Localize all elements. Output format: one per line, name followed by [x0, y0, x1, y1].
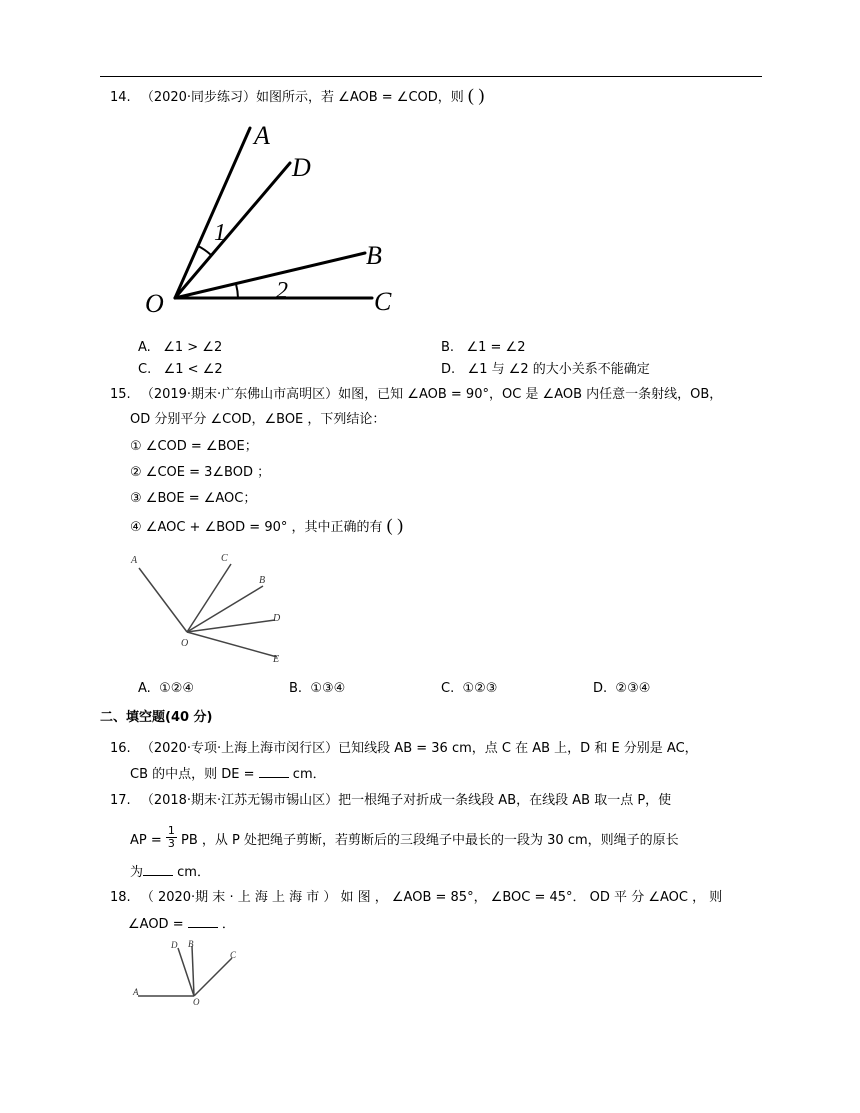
answer-bracket: ( ) [386, 515, 404, 535]
option-15-b [289, 680, 345, 698]
answer-bracket: ( ) [467, 85, 485, 105]
label-c: C [221, 553, 228, 564]
label-angle-1: 1 [214, 220, 226, 246]
fraction [166, 825, 177, 850]
ray-oe [187, 632, 277, 657]
question-17-line-2 [130, 824, 679, 853]
figure-q14 [140, 118, 420, 318]
ray-od [187, 620, 275, 632]
option-text: ∠1 > ∠2 [163, 340, 223, 355]
conclusion-4 [130, 516, 403, 537]
conclusion-3: ③ ∠BOE = ∠AOC； [130, 491, 257, 506]
arc-angle-1 [198, 246, 211, 255]
header-rule [100, 76, 762, 77]
question-16-line-1 [110, 740, 698, 758]
ray-ob [175, 253, 365, 298]
option-key: D. [441, 362, 456, 377]
label-e: E [273, 654, 280, 665]
label-b: B [188, 939, 194, 949]
punctuation: ． [221, 917, 235, 932]
label-o: O [181, 638, 189, 649]
option-text: ①②③ [462, 681, 498, 696]
question-15-line-1 [110, 386, 722, 404]
label-b: B [366, 241, 382, 270]
option-key: C. [441, 681, 455, 696]
question-text: （2018·期末·江苏无锡市锡山区）把一根绳子对折成一条线段 AB，在线段 AB 取一点 P，使 [140, 793, 672, 808]
question-14 [110, 86, 484, 107]
question-18-line-2 [128, 915, 235, 934]
label-o: O [145, 289, 164, 318]
label-b: B [259, 575, 266, 586]
option-15-c [441, 680, 497, 698]
ray-oc [194, 958, 232, 996]
ray-oc [187, 564, 231, 632]
option-14-a [138, 339, 222, 357]
label-c: C [374, 287, 392, 316]
option-text: ②③④ [615, 681, 651, 696]
ray-oa [139, 568, 187, 632]
unit-text: cm． [173, 865, 210, 880]
answer-blank[interactable] [143, 863, 173, 876]
figure-q18 [130, 938, 250, 1008]
question-17-line-3 [130, 863, 210, 882]
option-text: ∠1 与 ∠2 的大小关系不能确定 [467, 362, 650, 377]
option-14-c [138, 361, 223, 379]
question-text: （2020·同步练习）如图所示，若 ∠AOB = ∠COD，则 [140, 90, 464, 105]
question-16-line-2 [130, 765, 326, 784]
ray-od [175, 163, 290, 298]
question-15-line-2: OD 分别平分 ∠COD，∠BOE ，下列结论： [130, 412, 386, 427]
option-key: A. [138, 681, 151, 696]
option-text: ∠1 < ∠2 [163, 362, 223, 377]
ray-ob [192, 946, 194, 996]
option-key: D. [593, 681, 608, 696]
option-key: A. [138, 340, 151, 355]
ray-od [178, 948, 194, 996]
question-text: 为 [130, 865, 144, 880]
answer-blank[interactable] [188, 915, 218, 928]
question-number: 15. [110, 387, 131, 402]
option-key: B. [289, 681, 303, 696]
label-d: D [171, 940, 178, 950]
conclusion-1: ① ∠COD = ∠BOE； [130, 439, 258, 454]
option-14-d [441, 361, 650, 379]
label-d: D [292, 153, 311, 182]
question-number: 17. [110, 793, 131, 808]
ray-oa [175, 128, 250, 298]
label-a: A [131, 555, 138, 566]
option-14-b [441, 339, 525, 357]
question-text: CB 的中点，则 DE = [130, 767, 259, 782]
question-number: 14. [110, 90, 131, 105]
answer-blank[interactable] [259, 765, 289, 778]
section-title: 二、填空题(40 分) [100, 710, 213, 725]
conclusion-4-text: ④ ∠AOC + ∠BOD = 90° ，其中正确的有 [130, 520, 383, 535]
question-17-line-1 [110, 792, 671, 810]
option-15-a [138, 680, 194, 698]
question-text: PB ，从 P 处把绳子剪断，若剪断后的三段绳子中最长的一段为 30 cm，则绳子的原长 [181, 833, 679, 848]
label-c: C [230, 950, 237, 960]
arc-angle-2 [236, 284, 238, 298]
question-number: 16. [110, 741, 131, 756]
equation-lhs: AP = [130, 833, 166, 848]
question-text: （ 2020·期 末 · 上 海 上 海 市 ） 如 图 ， ∠AOB = 85°， ∠BOC = 45°． OD 平 分 ∠AOC ， 则 [140, 890, 723, 905]
option-15-d [593, 680, 650, 698]
question-number: 18. [110, 890, 131, 905]
option-key: C. [138, 362, 152, 377]
question-text: （2020·专项·上海上海市闵行区）已知线段 AB = 36 cm，点 C 在 AB 上，D 和 E 分别是 AC， [140, 741, 698, 756]
ray-ob [187, 586, 263, 632]
figure-q15 [125, 548, 295, 670]
label-d: D [273, 613, 281, 624]
label-o: O [193, 997, 200, 1007]
question-text: ∠AOD = [128, 917, 188, 932]
question-18-line-1 [110, 889, 722, 907]
conclusion-2: ② ∠COE = 3∠BOD ； [130, 465, 271, 480]
label-a: A [133, 987, 139, 997]
option-text: ∠1 = ∠2 [466, 340, 526, 355]
option-text: ①③④ [310, 681, 346, 696]
fraction-denominator: 3 [167, 837, 175, 850]
option-key: B. [441, 340, 455, 355]
option-text: ①②④ [159, 681, 195, 696]
question-text: （2019·期末·广东佛山市高明区）如图，已知 ∠AOB = 90°，OC 是 ∠AOB 内任意一条射线，OB， [140, 387, 723, 402]
fraction-numerator: 1 [167, 824, 175, 837]
unit-text: cm． [292, 767, 326, 782]
label-angle-2: 2 [276, 278, 288, 304]
label-a: A [254, 121, 270, 150]
